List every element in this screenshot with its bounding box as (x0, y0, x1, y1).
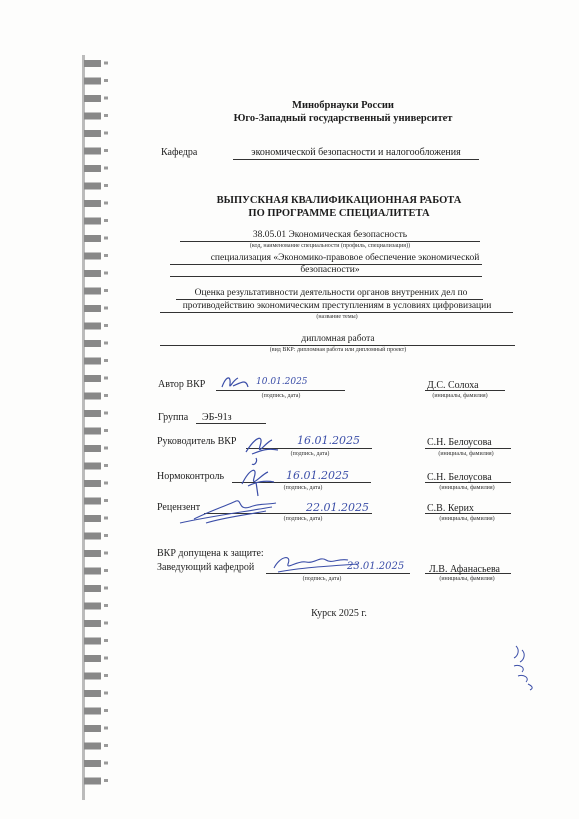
group-label: Группа (158, 412, 189, 423)
normcontrol-handwritten-date: 16.01.2025 (286, 469, 349, 482)
binding-hole (104, 464, 108, 467)
binding-tooth (84, 393, 101, 400)
binding-hole (104, 289, 108, 292)
binding-hole (104, 534, 108, 537)
document-title-line1: ВЫПУСКНАЯ КВАЛИФИКАЦИОННАЯ РАБОТА (216, 195, 462, 206)
reviewer-sign-caption: (подпись, дата) (283, 516, 323, 522)
binding-hole (104, 569, 108, 572)
binding-hole (104, 709, 108, 712)
supervisor-sign-caption: (подпись, дата) (290, 451, 330, 457)
supervisor-name-caption: (инициалы, фамилия) (438, 451, 494, 457)
binding-hole (104, 254, 108, 257)
binding-hole (104, 674, 108, 677)
binding-tooth (84, 305, 101, 312)
binding-tooth (84, 445, 101, 452)
work-type-underline (160, 345, 515, 346)
author-sign-caption: (подпись, дата) (261, 393, 301, 399)
binding-hole (104, 359, 108, 362)
binding-tooth (84, 760, 101, 767)
binding-hole (104, 692, 108, 695)
specialty-underline (180, 241, 480, 242)
binding-tooth (84, 515, 101, 522)
binding-hole (104, 499, 108, 502)
admission-handwritten-date: 23.01.2025 (347, 561, 405, 572)
supervisor-name-line (425, 448, 511, 449)
binding-tooth (84, 183, 101, 190)
binding-hole (104, 779, 108, 782)
binding-tooth (84, 323, 101, 330)
binding-hole (104, 202, 108, 205)
binding-hole (104, 79, 108, 82)
binding-hole (104, 237, 108, 240)
binding-tooth (84, 375, 101, 382)
specialization-underline-2 (170, 276, 482, 277)
department-underline (233, 159, 479, 160)
department-label: Кафедра (161, 147, 198, 158)
binding-hole (104, 657, 108, 660)
binding-tooth (84, 778, 101, 785)
binding-hole (104, 639, 108, 642)
binding-tooth (84, 113, 101, 120)
binding-hole (104, 184, 108, 187)
binding-hole (104, 744, 108, 747)
binding-tooth (84, 200, 101, 207)
binding-hole (104, 727, 108, 730)
binding-tooth (84, 708, 101, 715)
admission-name-caption: (инициалы, фамилия) (439, 576, 495, 582)
reviewer-signature (176, 495, 316, 529)
binding-hole (104, 447, 108, 450)
specialty-caption: (код, наименование специальности (профиль, специализация)) (249, 243, 411, 249)
group-underline (196, 423, 266, 424)
topic-line1: Оценка результативности деятельности органов внутренних дел по (194, 288, 468, 298)
specialization-line2: безопасности» (300, 265, 360, 275)
binding-tooth (84, 550, 101, 557)
binding-tooth (84, 725, 101, 732)
normcontrol-sign-caption: (подпись, дата) (283, 485, 323, 491)
reviewer-name-caption: (инициалы, фамилия) (439, 516, 495, 522)
binding-tooth (84, 78, 101, 85)
binding-tooth (84, 498, 101, 505)
university-heading: Юго-Западный государственный университет (233, 113, 453, 124)
admission-line1: ВКР допущена к защите: (157, 548, 264, 559)
binding-tooth (84, 95, 101, 102)
binding-tooth (84, 165, 101, 172)
binding-tooth (84, 218, 101, 225)
reviewer-handwritten-date: 22.01.2025 (306, 501, 369, 514)
binding-hole (104, 517, 108, 520)
binding-hole (104, 97, 108, 100)
binding-tooth (84, 288, 101, 295)
binding-tooth (84, 253, 101, 260)
margin-ink-annotation (508, 640, 542, 692)
binding-tooth (84, 130, 101, 137)
binding-hole (104, 482, 108, 485)
binding-hole (104, 622, 108, 625)
binding-tooth (84, 463, 101, 470)
topic-underline-2 (160, 312, 513, 313)
binding-tooth (84, 620, 101, 627)
binding-hole (104, 604, 108, 607)
normcontrol-name: С.Н. Белоусова (427, 472, 492, 483)
binding-hole (104, 412, 108, 415)
binding-hole (104, 219, 108, 222)
topic-underline-1 (176, 299, 483, 300)
binding-tooth (84, 340, 101, 347)
binding-hole (104, 149, 108, 152)
normcontrol-name-caption: (инициалы, фамилия) (439, 485, 495, 491)
binding-hole (104, 307, 108, 310)
binding-hole (104, 552, 108, 555)
ministry-heading: Минобрнауки России (292, 100, 394, 111)
reviewer-name: С.В. Керих (427, 503, 474, 514)
binding-tooth (84, 743, 101, 750)
binding-hole (104, 342, 108, 345)
binding-tooth (84, 585, 101, 592)
author-handwritten-date: 10.01.2025 (256, 377, 308, 387)
supervisor-handwritten-date: 16.01.2025 (297, 434, 360, 447)
binding-tooth (84, 428, 101, 435)
supervisor-label: Руководитель ВКР (157, 436, 237, 447)
binding-hole (104, 762, 108, 765)
binding-hole (104, 377, 108, 380)
admission-name: Л.В. Афанасьева (429, 564, 500, 575)
author-name: Д.С. Солоха (427, 380, 479, 391)
binding-tooth (84, 148, 101, 155)
city-year: Курск 2025 г. (311, 608, 367, 619)
specialty-code-name: 38.05.01 Экономическая безопасность (252, 230, 408, 240)
binding-hole (104, 272, 108, 275)
binding-hole (104, 167, 108, 170)
binding-tooth (84, 358, 101, 365)
specialization-line1: специализация «Экономико-правовое обеспечение экономической (210, 253, 480, 263)
binding-hole (104, 62, 108, 65)
department-value: экономической безопасности и налогообложения (251, 147, 461, 158)
admission-head-label: Заведующий кафедрой (157, 562, 255, 573)
document-title-line2: ПО ПРОГРАММЕ СПЕЦИАЛИТЕТА (248, 208, 430, 219)
binding-tooth (84, 603, 101, 610)
normcontrol-label: Нормоконтроль (157, 471, 225, 482)
binding-tooth (84, 673, 101, 680)
binding-hole (104, 132, 108, 135)
reviewer-label: Рецензент (157, 502, 201, 513)
group-value: ЭБ-91з (202, 412, 232, 423)
supervisor-name: С.Н. Белоусова (427, 437, 492, 448)
topic-line2: противодействию экономическим преступлениям в условиях цифровизации (182, 301, 492, 311)
binding-hole (104, 324, 108, 327)
binding-tooth (84, 568, 101, 575)
binding-tooth (84, 533, 101, 540)
work-type-caption: (вид ВКР: дипломная работа или дипломный проект) (269, 347, 407, 353)
binding-tooth (84, 690, 101, 697)
binding-tooth (84, 480, 101, 487)
work-type-value: дипломная работа (301, 334, 375, 344)
author-name-caption: (инициалы, фамилия) (432, 393, 488, 399)
binding-tooth (84, 235, 101, 242)
binding-tooth (84, 655, 101, 662)
topic-caption: (название темы) (316, 314, 358, 320)
binding-tooth (84, 270, 101, 277)
binding-hole (104, 394, 108, 397)
binding-hole (104, 429, 108, 432)
binding-tooth (84, 410, 101, 417)
author-label: Автор ВКР (158, 379, 206, 390)
binding-hole (104, 114, 108, 117)
admission-sign-caption: (подпись, дата) (302, 576, 342, 582)
binding-hole (104, 587, 108, 590)
binding-tooth (84, 638, 101, 645)
binding-tooth (84, 60, 101, 67)
